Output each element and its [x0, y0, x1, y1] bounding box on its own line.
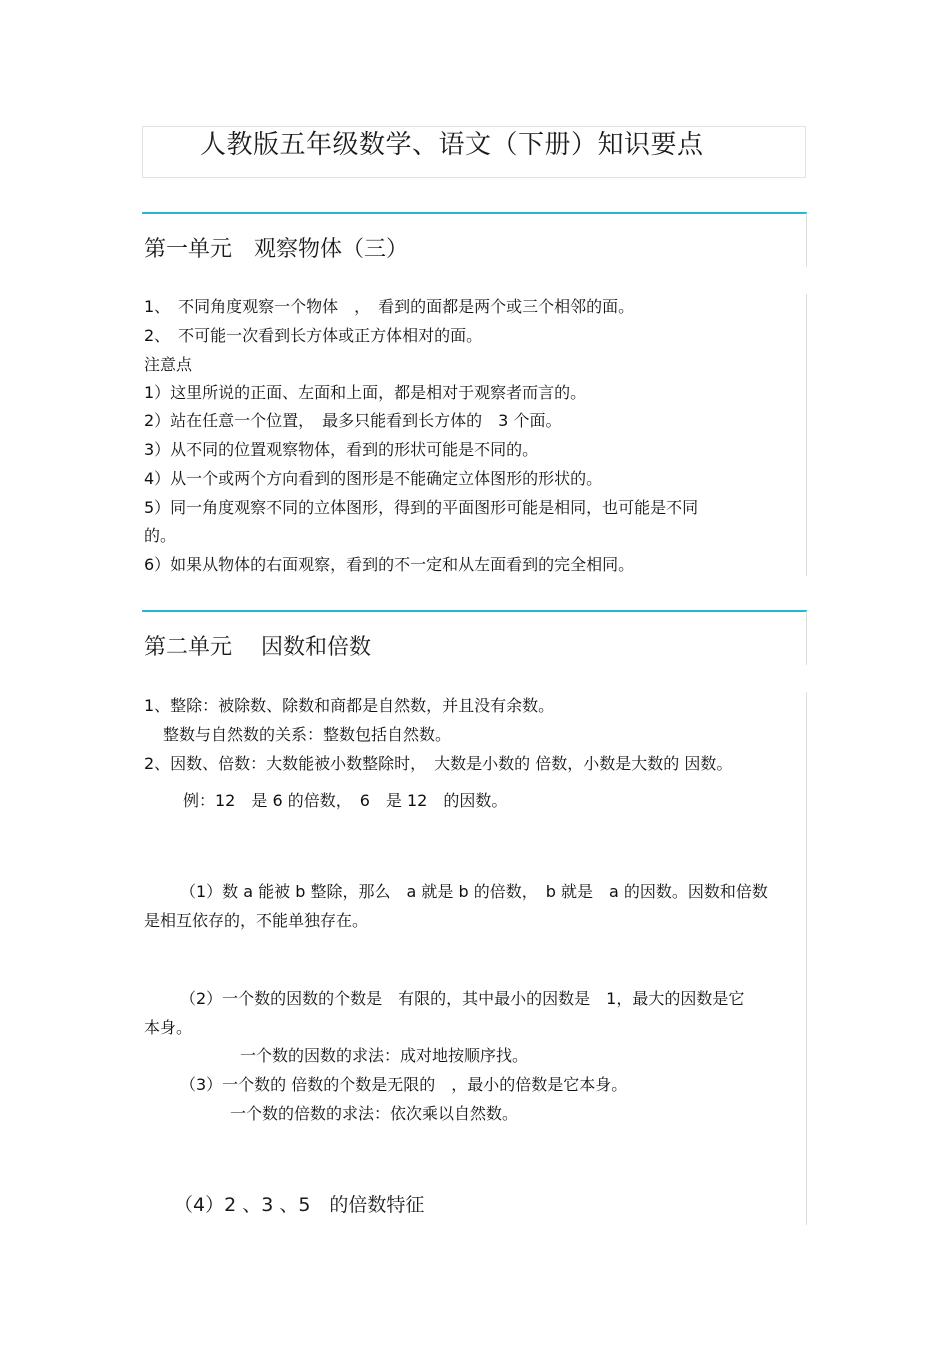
document-title: 人教版五年级数学、语文（下册）知识要点	[200, 130, 704, 160]
unit2-line: 本身。	[144, 1018, 193, 1037]
unit1-line: 3）从不同的位置观察物体，看到的形状可能是不同的。	[144, 440, 539, 459]
unit1-body-right-border	[806, 294, 807, 576]
unit1-line: 2、 不可能一次看到长方体或正方体相对的面。	[144, 326, 483, 345]
unit2-example: 例：12 是 6 的倍数， 6 是 12 的因数。	[183, 791, 508, 810]
unit2-heading-right-border	[806, 611, 807, 665]
unit2-line: 是相互依存的，不能单独存在。	[144, 911, 369, 930]
unit1-line: 1、 不同角度观察一个物体 ， 看到的面都是两个或三个相邻的面。	[144, 297, 635, 316]
unit2-line: （2）一个数的因数的个数是 有限的，其中最小的因数是 1，最大的因数是它	[180, 989, 745, 1008]
unit1-line: 的。	[144, 526, 177, 545]
unit2-line: （3）一个数的 倍数的个数是无限的 ，最小的倍数是它本身。	[180, 1075, 628, 1094]
unit2-heading: 第二单元 因数和倍数	[144, 635, 371, 660]
unit1-heading-right-border	[806, 213, 807, 267]
unit2-line: 整数与自然数的关系：整数包括自然数。	[163, 725, 452, 744]
unit1-line: 6）如果从物体的右面观察，看到的不一定和从左面看到的完全相同。	[144, 555, 635, 574]
unit2-line: 一个数的倍数的求法：依次乘以自然数。	[230, 1104, 519, 1123]
unit2-body-right-border	[806, 692, 807, 1225]
unit1-line: 1）这里所说的正面、左面和上面，都是相对于观察者而言的。	[144, 383, 587, 402]
unit1-line: 4）从一个或两个方向看到的图形是不能确定立体图形的形状的。	[144, 469, 603, 488]
unit1-top-rule	[142, 212, 807, 214]
unit2-line: 1、整除：被除数、除数和商都是自然数，并且没有余数。	[144, 696, 555, 715]
unit2-top-rule	[142, 610, 807, 612]
unit1-heading: 第一单元 观察物体（三）	[144, 237, 409, 262]
unit2-line: 一个数的因数的求法：成对地按顺序找。	[240, 1046, 529, 1065]
unit2-subheading: （4）2 、3 、5 的倍数特征	[174, 1194, 425, 1216]
unit1-notes-label: 注意点	[144, 355, 193, 374]
unit2-line: （1）数 a 能被 b 整除，那么 a 就是 b 的倍数， b 就是 a 的因数。因数和倍数	[180, 882, 768, 901]
unit1-line: 2）站在任意一个位置， 最多只能看到长方体的 3 个面。	[144, 411, 562, 430]
unit2-line: 2、因数、倍数：大数能被小数整除时， 大数是小数的 倍数，小数是大数的 因数。	[144, 754, 733, 773]
unit1-line: 5）同一角度观察不同的立体图形，得到的平面图形可能是相同，也可能是不同	[144, 498, 699, 517]
